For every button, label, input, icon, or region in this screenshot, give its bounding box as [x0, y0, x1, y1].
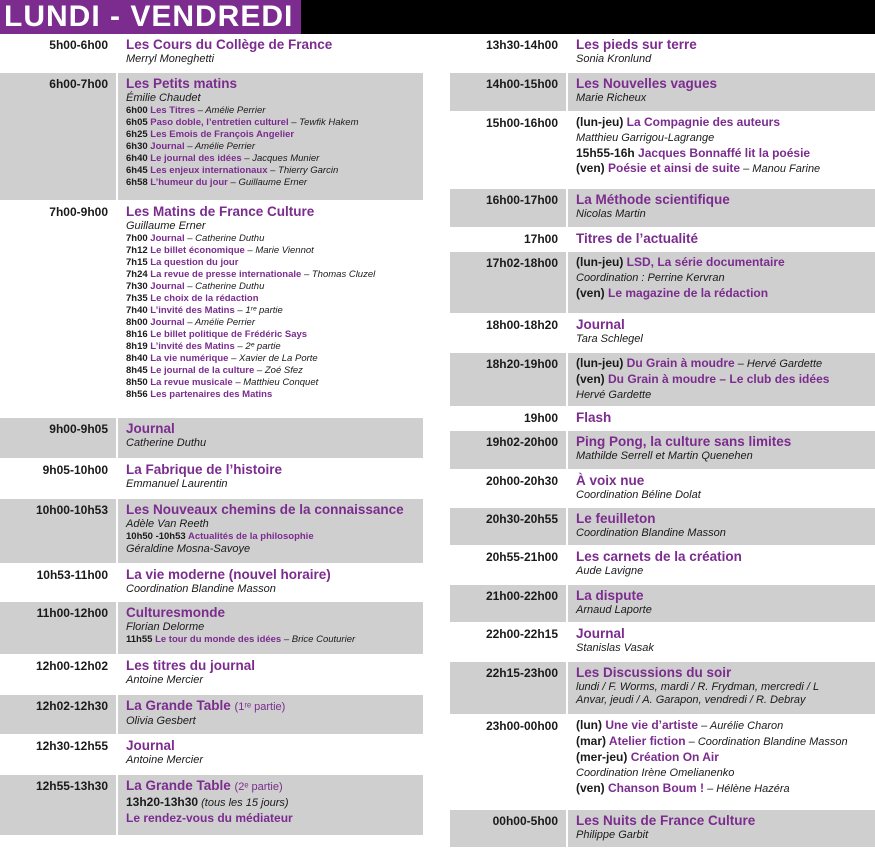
segment-name: Le journal des idées [150, 153, 242, 164]
segment-item [126, 305, 419, 317]
segment-time: 11h55 [126, 634, 156, 645]
program-name: Le rendez-vous du médiateur [126, 811, 293, 825]
program-title: Les Nuits de France Culture [576, 813, 756, 828]
schedule-row [0, 735, 423, 775]
program-host: Florian Delorme [126, 621, 205, 633]
segment-time: 6h40 [126, 153, 151, 164]
program-host: – Hervé Gardette [734, 358, 823, 370]
program-line [576, 750, 871, 765]
schedule-row [450, 189, 875, 228]
program-title: La Fabrique de l’histoire [126, 462, 283, 477]
day-prefix: (ven) [576, 286, 609, 300]
schedule-row [0, 695, 423, 735]
time-slot: 22h00-22h15 [450, 623, 568, 661]
program-host: Aude Lavigne [576, 565, 644, 577]
program-info [568, 470, 875, 507]
program-name: Du Grain à moudre [626, 356, 735, 370]
program-host: Coordination Irène Omelianenko [576, 767, 735, 779]
segment-host: – Xavier de La Porte [228, 353, 318, 364]
segment-time: 8h56 [126, 389, 151, 400]
program-host: Coordination Béline Dolat [576, 489, 701, 501]
segment-name: La revue musicale [150, 377, 233, 388]
day-prefix: (lun-jeu) [576, 115, 627, 129]
program-name: LSD, La série documentaire [626, 255, 785, 269]
time-slot: 5h00-6h00 [0, 34, 118, 72]
segment-host: – Marie Viennot [244, 245, 314, 256]
program-info [118, 775, 423, 835]
schedule-row [450, 353, 875, 407]
program-line [576, 270, 871, 286]
schedule-row [450, 623, 875, 662]
segment-time: 6h58 [126, 177, 151, 188]
schedule-row [450, 546, 875, 585]
segment-host: – Jacques Munier [241, 153, 320, 164]
segment-host: – Amélie Perrier [195, 105, 266, 116]
program-name: Jacques Bonnaffé lit la poésie [638, 146, 811, 160]
program-part: (1ʳᵉ partie) [234, 701, 286, 713]
segment-name: Journal [150, 141, 185, 152]
segment-name: Le billet politique de Frédéric Says [150, 329, 308, 340]
segment-item [126, 634, 419, 646]
segment-time: 7h24 [126, 269, 151, 280]
program-host: – Coordination Blandine Masson [685, 736, 848, 748]
program-part: (2ᵉ partie) [234, 781, 283, 793]
segment-host: – Catherine Duthu [184, 233, 265, 244]
schedule-row [0, 459, 423, 499]
segment-name: Le journal de la culture [150, 365, 255, 376]
program-title: Les pieds sur terre [576, 37, 697, 52]
segment-name: Le tour du monde des idées [155, 634, 282, 645]
schedule-row [0, 499, 423, 564]
segment-time: 7h12 [126, 245, 151, 256]
day-prefix: 15h55-16h [576, 146, 639, 160]
segment-name: Les partenaires des Matins [150, 389, 273, 400]
schedule-row [450, 407, 875, 431]
time-slot: 20h00-20h30 [450, 470, 568, 507]
time-slot: 9h05-10h00 [0, 459, 118, 498]
program-info [568, 407, 875, 430]
schedule-row [0, 602, 423, 655]
segment-host: – Thomas Cluzel [301, 269, 376, 280]
program-host: – Aurélie Charon [698, 720, 784, 732]
segment-item [126, 117, 419, 129]
program-line [576, 356, 871, 372]
program-info [118, 695, 423, 734]
time-slot: 10h00-10h53 [0, 499, 118, 563]
schedule-column-right [450, 34, 875, 841]
segment-host: – Amélie Perrier [184, 141, 256, 152]
program-info [568, 546, 875, 584]
segment-host: – Matthieu Conquet [232, 377, 319, 388]
program-info [118, 459, 423, 498]
time-slot: 18h00-18h20 [450, 314, 568, 352]
program-line [576, 146, 871, 161]
segment-name: Journal [150, 233, 185, 244]
program-title: La dispute [576, 588, 644, 603]
segment-item [126, 531, 419, 543]
program-title: Journal [126, 421, 175, 436]
program-host: Mathilde Serrell et Martin Quenehen [576, 450, 753, 462]
program-info [568, 662, 875, 714]
page-title: LUNDI - VENDREDI [0, 0, 301, 34]
program-line [576, 286, 871, 301]
time-slot: 17h00 [450, 228, 568, 251]
segment-item [126, 129, 419, 141]
program-host: Merryl Moneghetti [126, 53, 215, 65]
program-title: Ping Pong, la culture sans limites [576, 434, 792, 449]
time-slot: 17h02-18h00 [450, 252, 568, 313]
time-slot: 7h00-9h00 [0, 201, 118, 417]
program-name: Le magazine de la rédaction [608, 286, 769, 300]
program-title: Les carnets de la création [576, 549, 742, 564]
program-info [118, 499, 423, 563]
segment-item [126, 153, 419, 165]
program-host: (tous les 15 jours) [198, 797, 289, 809]
segment-item [126, 141, 419, 153]
segment-item [126, 389, 419, 401]
schedule-row [0, 418, 423, 459]
schedule-row [0, 564, 423, 602]
program-title: Journal [576, 626, 625, 641]
program-info [568, 810, 875, 847]
segment-name: Le choix de la rédaction [150, 293, 259, 304]
segment-item [126, 269, 419, 281]
program-title: La Méthode scientifique [576, 192, 730, 207]
segment-name: La revue de presse internationale [150, 269, 302, 280]
segment-time: 8h16 [126, 329, 151, 340]
program-title: Les Matins de France Culture [126, 204, 315, 219]
segment-item [126, 233, 419, 245]
time-slot: 9h00-9h05 [0, 418, 118, 458]
time-slot: 12h30-12h55 [0, 735, 118, 774]
segment-item [126, 341, 419, 353]
program-line [576, 372, 871, 387]
segment-name: Les Titres [150, 105, 196, 116]
time-slot: 19h02-20h00 [450, 431, 568, 469]
segment-time: 6h25 [126, 129, 151, 140]
program-info [568, 252, 875, 313]
program-line [576, 781, 871, 797]
program-title: À voix nue [576, 473, 645, 488]
schedule-row [0, 655, 423, 695]
segment-item [126, 377, 419, 389]
program-host: Antoine Mercier [126, 674, 204, 686]
segment-host: – Thierry Garcin [267, 165, 339, 176]
segment-host: – Guillaume Erner [227, 177, 308, 188]
segment-name: L’humeur du jour [150, 177, 228, 188]
time-slot: 12h55-13h30 [0, 775, 118, 835]
program-info [568, 314, 875, 352]
segment-host: – Brice Couturier [281, 634, 356, 645]
segment-name: Les enjeux internationaux [150, 165, 268, 176]
program-title: Les Nouveaux chemins de la connaissance [126, 502, 404, 517]
segment-time: 7h40 [126, 305, 151, 316]
segment-name: Actualités de la philosophie [187, 531, 314, 542]
schedule-row [450, 810, 875, 848]
segment-host: – Zoé Sfez [254, 365, 303, 376]
program-host: – Hélène Hazéra [704, 783, 790, 795]
program-info [568, 73, 875, 111]
time-slot: 12h02-12h30 [0, 695, 118, 734]
program-title: Les Nouvelles vagues [576, 76, 718, 91]
program-info [568, 353, 875, 406]
day-prefix: (lun-jeu) [576, 356, 627, 370]
program-line [576, 718, 871, 734]
schedule-row [450, 715, 875, 810]
time-slot: 19h00 [450, 407, 568, 430]
program-info [568, 585, 875, 622]
program-host: Sonia Kronlund [576, 53, 652, 65]
segment-time: 8h40 [126, 353, 151, 364]
program-host: Coordination : Perrine Kervran [576, 272, 725, 284]
time-slot: 6h00-7h00 [0, 73, 118, 200]
program-host: Tara Schlegel [576, 333, 643, 345]
day-prefix: (ven) [576, 161, 609, 175]
schedule-row [0, 73, 423, 201]
day-prefix: (mer-jeu) [576, 750, 631, 764]
segment-time: 6h05 [126, 117, 151, 128]
program-info [568, 715, 875, 809]
program-title: Les Discussions du soir [576, 665, 732, 680]
schedule-row [450, 252, 875, 314]
time-slot: 20h30-20h55 [450, 508, 568, 545]
program-line [576, 161, 871, 177]
segment-time: 8h19 [126, 341, 151, 352]
program-title: Les titres du journal [126, 658, 256, 673]
program-host: Émilie Chaudet [126, 92, 201, 104]
day-prefix: (lun-jeu) [576, 255, 627, 269]
segment-time: 7h15 [126, 257, 151, 268]
program-info [568, 34, 875, 72]
segment-time: 8h50 [126, 377, 151, 388]
program-line [576, 387, 871, 403]
program-title: La Grande Table (2ᵉ partie) [126, 778, 283, 793]
program-host: – Manou Farine [740, 163, 821, 175]
time-slot: 22h15-23h00 [450, 662, 568, 714]
program-host: Marie Richeux [576, 92, 647, 104]
time-slot: 10h53-11h00 [0, 564, 118, 601]
program-line [576, 765, 871, 781]
segment-item [126, 281, 419, 293]
segment-host: – 1ʳᵉ partie [234, 305, 283, 316]
segment-host: – Amélie Perrier [184, 317, 256, 328]
segment-name: Le billet économique [150, 245, 245, 256]
program-info [568, 228, 875, 251]
program-info [568, 189, 875, 227]
segment-time: 10h50 -10h53 [126, 531, 188, 542]
program-line [126, 811, 419, 826]
segment-time: 7h30 [126, 281, 151, 292]
program-line [576, 734, 871, 750]
program-host: lundi / F. Worms, mardi / R. Frydman, mercredi / L [576, 681, 820, 693]
segment-name: L’invité des Matins [150, 341, 235, 352]
program-name: Création On Air [630, 750, 719, 764]
schedule-row [450, 470, 875, 508]
day-prefix: 13h20-13h30 [126, 795, 199, 809]
program-title: Le feuilleton [576, 511, 656, 526]
program-host: Stanislas Vasak [576, 642, 654, 654]
time-slot: 00h00-5h00 [450, 810, 568, 847]
time-slot: 21h00-22h00 [450, 585, 568, 622]
program-title: La Grande Table (1ʳᵉ partie) [126, 698, 286, 713]
schedule-row [450, 431, 875, 470]
program-host: Guillaume Erner [126, 220, 206, 232]
segment-name: Les Emois de François Angelier [150, 129, 295, 140]
schedule-row [450, 228, 875, 252]
program-host: Adèle Van Reeth [126, 518, 209, 530]
program-host: Coordination Blandine Masson [126, 583, 276, 595]
time-slot: 18h20-19h00 [450, 353, 568, 406]
program-line [576, 255, 871, 270]
program-name: La Compagnie des auteurs [626, 115, 781, 129]
segment-host: – Catherine Duthu [184, 281, 265, 292]
segment-time: 6h00 [126, 105, 151, 116]
time-slot: 14h00-15h00 [450, 73, 568, 111]
program-info [118, 655, 423, 694]
segment-item [126, 177, 419, 189]
segment-name: La vie numérique [150, 353, 229, 364]
program-info [118, 735, 423, 774]
schedule-row [0, 775, 423, 836]
time-slot: 12h00-12h02 [0, 655, 118, 694]
day-prefix: (ven) [576, 372, 609, 386]
program-info [118, 73, 423, 200]
program-line [576, 115, 871, 130]
schedule-row [450, 73, 875, 112]
segment-time: 7h35 [126, 293, 151, 304]
time-slot: 16h00-17h00 [450, 189, 568, 227]
program-info [118, 564, 423, 601]
program-title: Les Cours du Collège de France [126, 37, 333, 52]
segment-item [126, 105, 419, 117]
program-line [126, 795, 419, 811]
program-title: Culturesmonde [126, 605, 226, 620]
program-host: Géraldine Mosna-Savoye [126, 543, 251, 555]
program-host: Arnaud Laporte [576, 604, 652, 616]
segment-host: – Tewfik Hakem [288, 117, 359, 128]
program-host: Olivia Gesbert [126, 715, 196, 727]
segment-name: Paso doble, l’entretien culturel [150, 117, 289, 128]
program-info [118, 34, 423, 72]
segment-item [126, 365, 419, 377]
schedule-row [0, 34, 423, 73]
day-prefix: (ven) [576, 781, 609, 795]
segment-time: 8h45 [126, 365, 151, 376]
program-info [568, 112, 875, 188]
program-host: Catherine Duthu [126, 437, 207, 449]
time-slot: 20h55-21h00 [450, 546, 568, 584]
schedule-row [450, 585, 875, 623]
program-host: Anvar, jeudi / A. Garapon, vendredi / R. Debray [576, 694, 806, 706]
program-host: Emmanuel Laurentin [126, 478, 228, 490]
segment-item [126, 293, 419, 305]
schedule-column-left [0, 34, 423, 830]
segment-time: 7h00 [126, 233, 151, 244]
program-host: Coordination Blandine Masson [576, 527, 726, 539]
program-host: Nicolas Martin [576, 208, 646, 220]
schedule-row [450, 662, 875, 715]
program-name: Du Grain à moudre – Le club des idées [608, 372, 830, 386]
schedule-row [450, 314, 875, 353]
program-title: Journal [576, 317, 625, 332]
program-host: Philippe Garbit [576, 829, 649, 841]
program-host: Antoine Mercier [126, 754, 204, 766]
program-name: Une vie d’artiste [605, 718, 699, 732]
program-info [568, 623, 875, 661]
program-info [568, 431, 875, 469]
program-name: Poésie et ainsi de suite [608, 161, 741, 175]
segment-host: – 2ᵉ partie [234, 341, 281, 352]
segment-name: L’invité des Matins [150, 305, 235, 316]
program-host: Hervé Gardette [576, 389, 652, 401]
program-name: Chanson Boum ! [608, 781, 705, 795]
program-title: Les Petits matins [126, 76, 238, 91]
day-prefix: (mar) [576, 734, 609, 748]
schedule-row [450, 112, 875, 189]
program-host: Matthieu Garrigou-Lagrange [576, 132, 715, 144]
time-slot: 11h00-12h00 [0, 602, 118, 654]
time-slot: 15h00-16h00 [450, 112, 568, 188]
segment-item [126, 257, 419, 269]
segment-name: La question du jour [150, 257, 239, 268]
day-prefix: (lun) [576, 718, 606, 732]
time-slot: 13h30-14h00 [450, 34, 568, 72]
segment-item [126, 245, 419, 257]
segment-item [126, 329, 419, 341]
time-slot: 23h00-00h00 [450, 715, 568, 809]
program-info [118, 418, 423, 458]
program-name: Atelier fiction [608, 734, 686, 748]
program-title: La vie moderne (nouvel horaire) [126, 567, 331, 582]
program-title: Titres de l’actualité [576, 231, 699, 246]
segment-name: Journal [150, 281, 185, 292]
segment-item [126, 165, 419, 177]
program-info [568, 508, 875, 545]
program-title: Journal [126, 738, 175, 753]
program-info [118, 201, 423, 417]
program-line [576, 130, 871, 146]
schedule-row [0, 201, 423, 418]
segment-time: 8h00 [126, 317, 151, 328]
program-title: Flash [576, 410, 612, 425]
segment-name: Journal [150, 317, 185, 328]
program-info [118, 602, 423, 654]
schedule-row [450, 34, 875, 73]
segment-time: 6h45 [126, 165, 151, 176]
schedule-row [450, 508, 875, 546]
segment-time: 6h30 [126, 141, 151, 152]
segment-item [126, 353, 419, 365]
segment-item [126, 317, 419, 329]
